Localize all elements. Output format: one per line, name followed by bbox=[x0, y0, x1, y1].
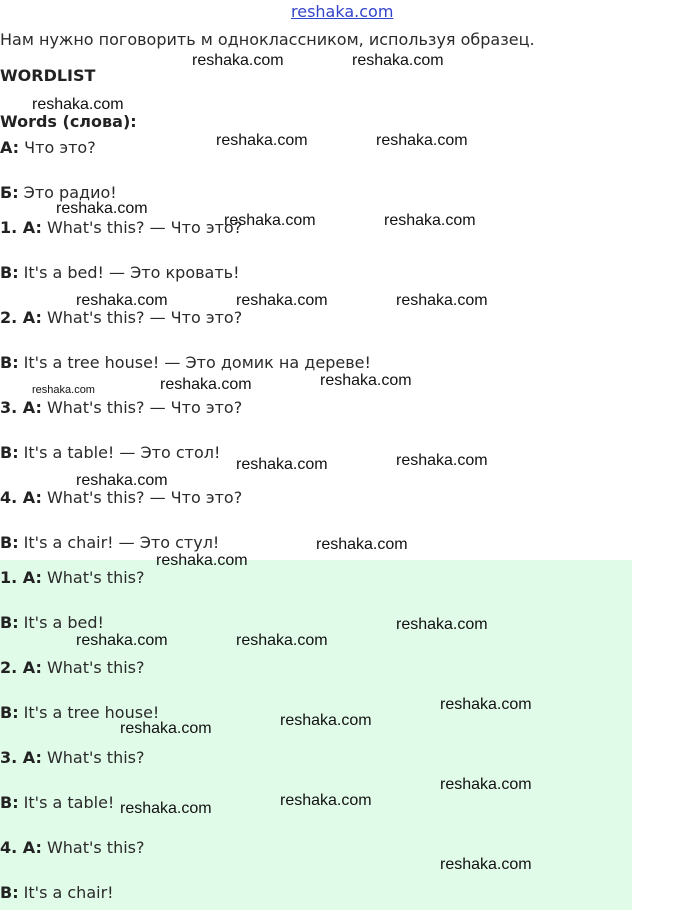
watermark: reshaka.com bbox=[216, 132, 308, 149]
dialogue-question bbox=[0, 568, 145, 588]
watermark: reshaka.com bbox=[156, 552, 248, 569]
speaker-label: B: bbox=[0, 613, 19, 632]
example-answer-text: Это радио! bbox=[18, 183, 117, 202]
watermark: reshaka.com bbox=[236, 632, 328, 649]
dialogue-answer bbox=[0, 883, 114, 903]
watermark: reshaka.com bbox=[396, 292, 488, 309]
dialogue-number: 1. A: bbox=[0, 218, 42, 237]
watermark: reshaka.com bbox=[224, 212, 316, 229]
answer-text: It's a table! bbox=[18, 793, 115, 812]
dialogue-number: 3. A: bbox=[0, 748, 42, 767]
speaker-label: B: bbox=[0, 263, 19, 282]
watermark: reshaka.com bbox=[376, 132, 468, 149]
dialogue-question bbox=[0, 218, 242, 238]
watermark: reshaka.com bbox=[384, 212, 476, 229]
wordlist-heading: WORDLIST bbox=[0, 66, 96, 85]
example-question bbox=[0, 138, 96, 158]
question-text: What's this? — Что это? bbox=[41, 488, 243, 507]
question-text: What's this? bbox=[41, 568, 145, 587]
watermark: reshaka.com bbox=[352, 52, 444, 69]
speaker-label: B: bbox=[0, 443, 19, 462]
watermark: reshaka.com bbox=[56, 200, 148, 217]
watermark: reshaka.com bbox=[32, 96, 124, 113]
answer-text: It's a bed! — Это кровать! bbox=[18, 263, 240, 282]
dialogue-answer bbox=[0, 443, 220, 463]
speaker-label: B: bbox=[0, 703, 19, 722]
dialogue-question bbox=[0, 488, 242, 508]
watermark: reshaka.com bbox=[76, 472, 168, 489]
speaker-label: B: bbox=[0, 353, 19, 372]
watermark: reshaka.com bbox=[440, 856, 532, 873]
site-link[interactable]: reshaka.com bbox=[291, 2, 394, 21]
watermark: reshaka.com bbox=[440, 776, 532, 793]
intro-text: Нам нужно поговорить м одноклассником, используя образец. bbox=[0, 30, 535, 49]
question-text: What's this? — Что это? bbox=[41, 398, 243, 417]
dialogue-question bbox=[0, 398, 242, 418]
dialogue-question bbox=[0, 838, 145, 858]
dialogue-number: 2. A: bbox=[0, 308, 42, 327]
dialogue-number: 4. A: bbox=[0, 838, 42, 857]
watermark: reshaka.com bbox=[192, 52, 284, 69]
speaker-label: Б: bbox=[0, 183, 19, 202]
watermark: reshaka.com bbox=[76, 292, 168, 309]
watermark: reshaka.com bbox=[396, 452, 488, 469]
dialogue-question bbox=[0, 748, 145, 768]
watermark: reshaka.com bbox=[236, 456, 328, 473]
dialogue-answer bbox=[0, 533, 219, 553]
watermark: reshaka.com bbox=[236, 292, 328, 309]
dialogue-number: 2. A: bbox=[0, 658, 42, 677]
answer-text: It's a table! — Это стол! bbox=[18, 443, 221, 462]
watermark: reshaka.com bbox=[396, 616, 488, 633]
watermark: reshaka.com bbox=[120, 800, 212, 817]
speaker-label: B: bbox=[0, 533, 19, 552]
answer-text: It's a chair! bbox=[18, 883, 114, 902]
watermark: reshaka.com bbox=[320, 372, 412, 389]
dialogue-answer bbox=[0, 263, 240, 283]
answer-text: It's a tree house! bbox=[18, 703, 160, 722]
answer-text: It's a tree house! — Это домик на дереве! bbox=[18, 353, 371, 372]
question-text: What's this? bbox=[41, 748, 145, 767]
dialogue-question bbox=[0, 658, 145, 678]
watermark: reshaka.com bbox=[316, 536, 408, 553]
question-text: What's this? — Что это? bbox=[41, 218, 243, 237]
question-text: What's this? bbox=[41, 838, 145, 857]
dialogue-answer bbox=[0, 613, 104, 633]
dialogue-answer bbox=[0, 353, 371, 373]
words-heading: Words (слова): bbox=[0, 112, 137, 131]
answer-text: It's a bed! bbox=[18, 613, 104, 632]
dialogue-number: 4. A: bbox=[0, 488, 42, 507]
question-text: What's this? bbox=[41, 658, 145, 677]
answer-text: It's a chair! — Это стул! bbox=[18, 533, 220, 552]
dialogue-question bbox=[0, 308, 242, 328]
watermark: reshaka.com bbox=[76, 632, 168, 649]
example-question-text: Что это? bbox=[19, 138, 96, 157]
question-text: What's this? — Что это? bbox=[41, 308, 243, 327]
watermark: reshaka.com bbox=[32, 384, 95, 396]
dialogue-answer bbox=[0, 793, 114, 813]
speaker-label: B: bbox=[0, 883, 19, 902]
watermark: reshaka.com bbox=[440, 696, 532, 713]
speaker-label: B: bbox=[0, 793, 19, 812]
dialogue-number: 1. A: bbox=[0, 568, 42, 587]
watermark: reshaka.com bbox=[280, 712, 372, 729]
watermark: reshaka.com bbox=[280, 792, 372, 809]
watermark: reshaka.com bbox=[160, 376, 252, 393]
watermark: reshaka.com bbox=[120, 720, 212, 737]
dialogue-number: 3. A: bbox=[0, 398, 42, 417]
speaker-label: A: bbox=[0, 138, 20, 157]
